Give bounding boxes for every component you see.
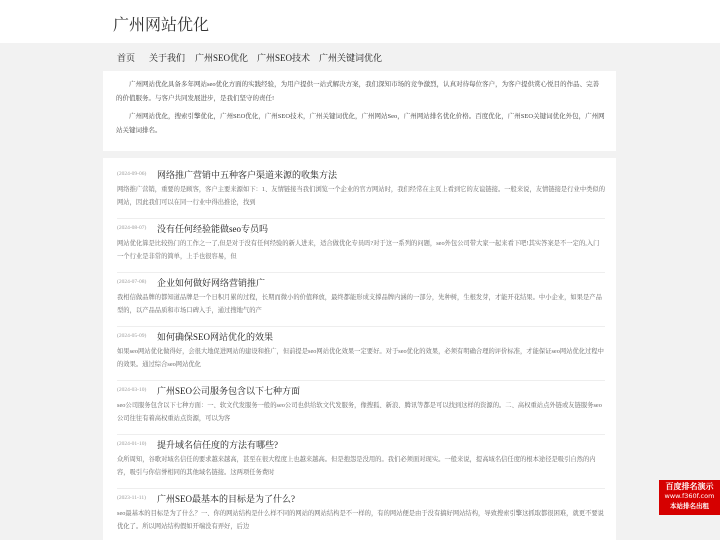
- nav-item-about[interactable]: 关于我们: [149, 53, 186, 63]
- nav-item-keyword-optimization[interactable]: 广州关键词优化: [319, 53, 383, 63]
- nav-item-home[interactable]: 首页: [117, 53, 136, 63]
- post-list: [103, 158, 616, 540]
- post-title[interactable]: 没有任何经验能做seo专员吗: [157, 224, 268, 234]
- divider: [117, 326, 605, 327]
- post-excerpt: seo公司服务包含以下七种方面：一、软文代发服务一般的seo公司也供给软文代发服务，像搜狐、新浪、腾讯等都是可以找到这样的资源的。二、高权重站点外链或友链服务seo公司往往有着高权重站点资源，可以为客: [117, 402, 602, 422]
- post-date: (2023-11-11): [117, 495, 146, 501]
- post-excerpt: 我相信做品牌的都知道品牌是一个日积月累的过程，长期而微小的价值释放，最终都能形成支撑品牌内涵的一部分，先种树，生根发芽，才能开花结果。中小企业，如果是产品型的，以产品品质和市场口碑入手，通过搜地气的产: [117, 294, 602, 314]
- post-title[interactable]: 广州SEO最基本的目标是为了什么?: [157, 494, 295, 504]
- badge-line-1: 百度排名演示: [665, 482, 714, 491]
- divider: [117, 218, 605, 219]
- divider: [117, 434, 605, 435]
- main-nav: [0, 43, 720, 71]
- ranking-ad-badge[interactable]: [659, 480, 720, 515]
- intro-paragraph-1: 广州网站优化具备多年网站seo优化方面的实践经验，为用户提供一站式解决方案，我们深知市场的竞争激烈，认真对待每位客户，为客户提供赏心悦目的作品、完善的价值服务。与客户共同发展进步，是我们坚守的责任!: [116, 81, 600, 102]
- post-excerpt: 网络推广营销，重要的是顾客，客户主要来源如下：1、友情链接当我们浏览一个企业的官方网站时，我们经常在主页上看到它的友谊链接。一般来说，友情链接是行业中类似的网站，因此我们可以在同一行业中得出推论，找到: [117, 186, 606, 206]
- post-date: (2024-01-10): [117, 441, 147, 447]
- nav-item-seo-optimization[interactable]: 广州SEO优化: [195, 53, 249, 63]
- intro-paragraph-2: 广州网站优化，搜索引擎优化，广州SEO优化，广州SEO技术，广州关键词优化，广州网站Seo，广州网站排名优化价格。百度优化，广州SEO关键词优化外包，广州网站关键词排名。: [116, 113, 605, 134]
- post-excerpt: 众所周知，谷歌对域名信任的要求越来越高，甚至在很大程度上也越来越高。但是抱怨是没用的。我们必须面对现实。一般来说，提高域名信任度的根本途径是吸引自然的内容，吸引与你信誉相同的其他域名链接。这两项任务费时: [117, 456, 596, 476]
- post-date: (2024-09-06): [117, 171, 147, 177]
- post-title[interactable]: 广州SEO公司服务包含以下七种方面: [157, 386, 301, 396]
- site-title[interactable]: 广州网站优化: [113, 17, 210, 34]
- post-excerpt: 网站优化算是比较热门的工作之一了,但是对于没有任何经验的新人进来，适合做优化专员吗?对于这一系列的问题，seo外包公司带大家一起来看下吧!其实答案是不一定的,入门一个行业是非常的简单，上手也很容易，但: [117, 240, 600, 260]
- site-header: [0, 0, 720, 43]
- divider: [117, 380, 605, 381]
- post-title[interactable]: 网络推广营销中五种客户渠道来源的收集方法: [157, 170, 338, 180]
- post-date: (2024-05-09): [117, 333, 147, 339]
- divider: [117, 488, 605, 489]
- post-date: (2024-03-10): [117, 387, 147, 393]
- divider: [117, 272, 605, 273]
- badge-line-3: 本站排名出租: [670, 502, 709, 510]
- post-excerpt: 如果seo网站优化做得好，会很大地促进网站的建设和推广，但前提是seo网站优化效果一定要好。对于seo优化的效果，必须有明确合理的评价标准，才能保证seo网站优化过程中的效果。通过综合seo网站优化: [117, 348, 604, 368]
- post-date: (2024-08-07): [117, 225, 147, 231]
- intro-panel: [103, 71, 616, 151]
- badge-url: www.f360f.com: [664, 492, 715, 500]
- post-title[interactable]: 企业如何做好网络营销推广: [157, 278, 266, 288]
- nav-item-seo-technology[interactable]: 广州SEO技术: [257, 53, 311, 63]
- post-title[interactable]: 提升域名信任度的方法有哪些?: [157, 440, 278, 450]
- post-date: (2024-07-08): [117, 279, 147, 285]
- post-title[interactable]: 如何确保SEO网站优化的效果: [157, 332, 274, 342]
- post-excerpt: seo最基本的目标是为了什么？一、你的网站结构是什么样不同的网站的网站结构是不一样的，有的网站便是由于没有搞好网站结构，导致搜索引擎这抓取都很困难，就更不要说优化了。所以网站结构假如开端没有弄好，后边: [117, 510, 604, 530]
